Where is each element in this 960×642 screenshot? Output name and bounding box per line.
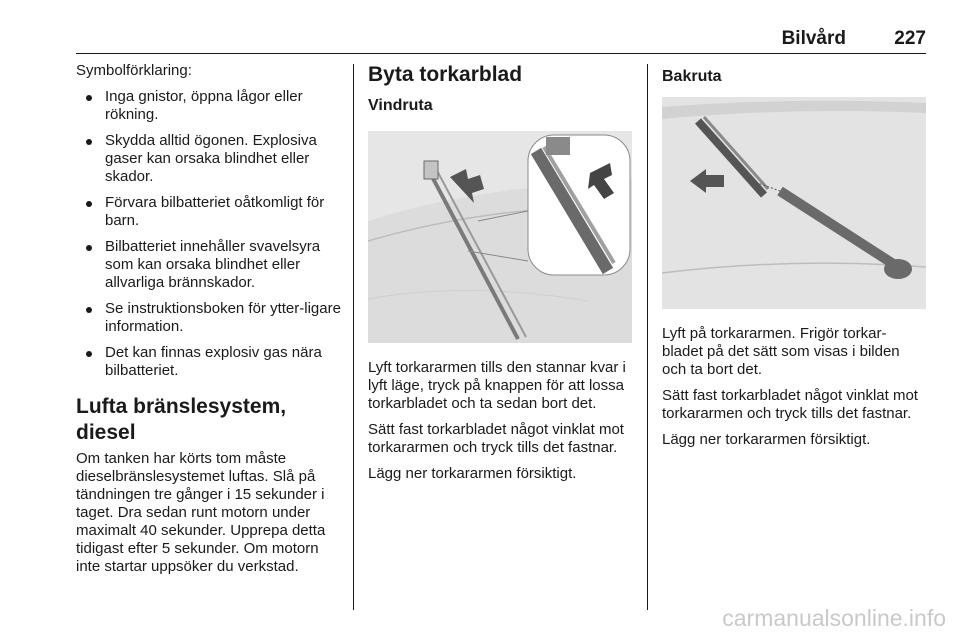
page-number: 227 (894, 28, 926, 49)
symbol-legend-intro: Symbolförklaring: (76, 62, 192, 79)
list-item (76, 88, 344, 124)
rear-step-3: Lägg ner torkararmen försiktigt. (662, 431, 871, 448)
right-column (662, 62, 926, 457)
list-item (76, 300, 344, 336)
windscreen-step-3: Lägg ner torkararmen försiktigt. (368, 465, 577, 482)
section-heading-diesel: Lufta bränslesystem, diesel (76, 395, 287, 444)
subheading-rear-window: Bakruta (662, 68, 722, 85)
rear-wiper-illustration (662, 97, 926, 309)
rear-step-1: Lyft på torkararmen. Frigör torkar-bladet på det sätt som visas i bilden och ta bort det. (662, 325, 900, 378)
header-rule (76, 53, 926, 54)
page-header (76, 22, 926, 52)
list-item-text: Inga gnistor, öppna lågor eller rökning. (105, 88, 303, 123)
list-item (76, 194, 344, 230)
bullet-icon (86, 95, 92, 101)
list-item-text: Skydda alltid ögonen. Explosiva gaser kan orsaka blindhet eller skador. (105, 132, 317, 185)
windscreen-step-1: Lyft torkararmen tills den stannar kvar i lyft läge, tryck på knappen för att lossa torkarbladet och ta sedan bort det. (368, 359, 626, 412)
left-column (76, 62, 344, 584)
subheading-windscreen: Vindruta (368, 97, 433, 114)
diesel-paragraph: Om tanken har körts tom måste dieselbränslesystemet luftas. Slå på tändningen tre gånger i 15 sekunder i taget. Dra sedan runt motorn under maximalt 40 sekunder. Upprepa detta tidigast efter 5 sekunder. Om motorn inte startar uppsöker du verkstad. (76, 450, 326, 575)
column-divider-1 (353, 64, 354, 610)
symbol-legend-list (76, 88, 344, 380)
middle-column (368, 62, 634, 491)
bullet-icon (86, 351, 92, 357)
windscreen-wiper-illustration (368, 131, 632, 343)
windscreen-step-2: Sätt fast torkarbladet något vinklat mot torkararmen och tryck tills det fastnar. (368, 421, 624, 456)
section-title: Bilvård (781, 28, 846, 49)
bullet-icon (86, 245, 92, 251)
section-heading-wiper: Byta torkarblad (368, 63, 523, 86)
list-item-text: Se instruktionsboken för ytter-ligare information. (105, 300, 341, 335)
list-item-text: Förvara bilbatteriet oåtkomligt för barn. (105, 194, 325, 229)
list-item (76, 344, 344, 380)
rear-step-2: Sätt fast torkarbladet något vinklat mot torkararmen och tryck tills det fastnar. (662, 387, 918, 422)
bullet-icon (86, 139, 92, 145)
list-item-text: Bilbatteriet innehåller svavelsyra som kan orsaka blindhet eller allvarliga brännskador. (105, 238, 321, 291)
bullet-icon (86, 307, 92, 313)
list-item-text: Det kan finnas explosiv gas nära bilbatteriet. (105, 344, 322, 379)
column-divider-2 (647, 64, 648, 610)
watermark: carmanualsonline.info (722, 605, 946, 631)
list-item (76, 238, 344, 292)
bullet-icon (86, 201, 92, 207)
list-item (76, 132, 344, 186)
